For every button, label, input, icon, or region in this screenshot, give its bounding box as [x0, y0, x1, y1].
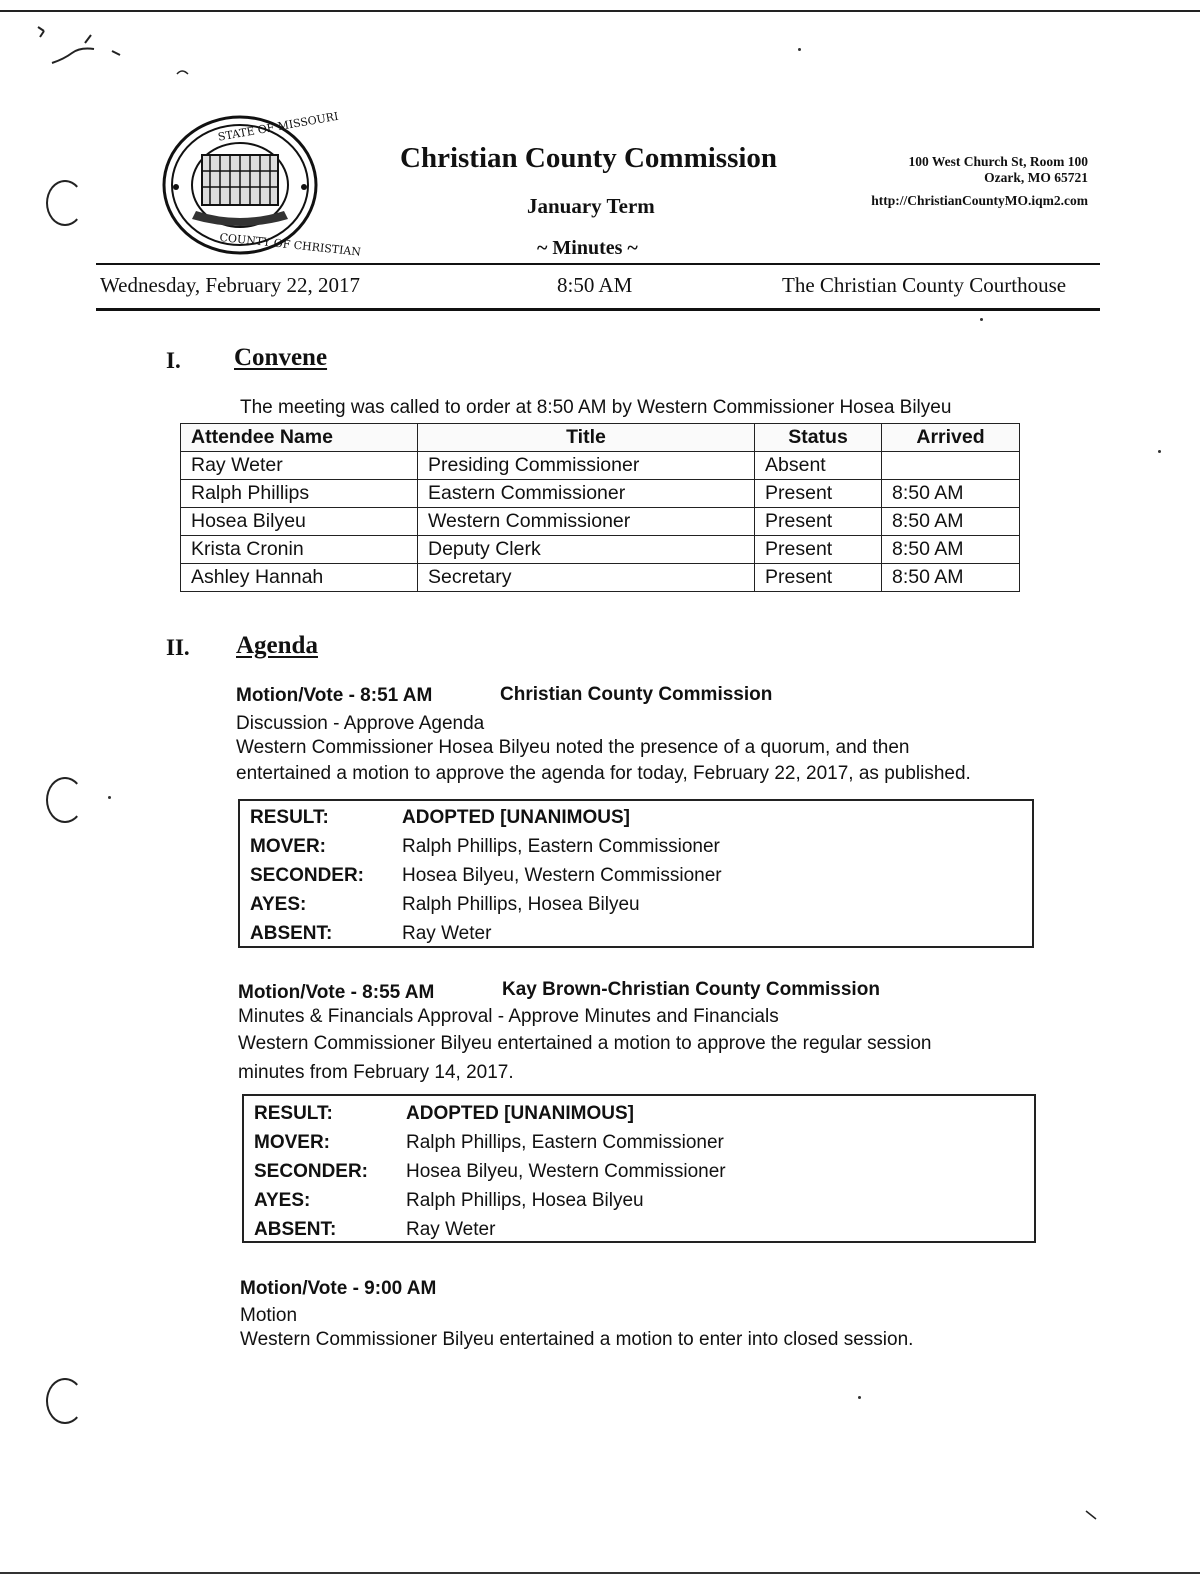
- motion-presenter: Christian County Commission: [500, 684, 773, 705]
- minutes-label: ~ Minutes ~: [537, 237, 638, 259]
- column-header: Arrived: [882, 424, 1020, 452]
- motion-text: Western Commissioner Bilyeu entertained a motion to approve the regular session: [238, 1033, 932, 1054]
- attendee-arrived: 8:50 AM: [882, 480, 1020, 508]
- meeting-location: The Christian County Courthouse: [782, 273, 1067, 297]
- table-header-row: [181, 424, 1020, 452]
- scan-speck: [798, 48, 801, 51]
- vote-result: ADOPTED [UNANIMOUS]: [406, 1103, 634, 1124]
- attendee-status: Present: [755, 536, 882, 564]
- motion-text: Western Commissioner Bilyeu entertained a motion to enter into closed session.: [240, 1329, 914, 1350]
- table-row: [181, 536, 1020, 564]
- attendee-title: Eastern Commissioner: [418, 480, 755, 508]
- motion-text: Western Commissioner Hosea Bilyeu noted the presence of a quorum, and then: [236, 737, 910, 758]
- column-header: Status: [755, 424, 882, 452]
- motion-presenter: Kay Brown-Christian County Commission: [502, 979, 880, 1000]
- table-row: [181, 452, 1020, 480]
- scan-mark: [176, 68, 190, 78]
- vote-label: SECONDER:: [254, 1161, 369, 1182]
- punch-hole: [46, 1378, 84, 1424]
- attendee-name: Krista Cronin: [181, 536, 418, 564]
- attendee-name: Ralph Phillips: [181, 480, 418, 508]
- table-row: [181, 480, 1020, 508]
- attendee-arrived: 8:50 AM: [882, 564, 1020, 592]
- attendee-status: Present: [755, 508, 882, 536]
- vote-mover: Ralph Phillips, Eastern Commissioner: [406, 1132, 724, 1153]
- column-header: Attendee Name: [181, 424, 418, 452]
- attendee-name: Hosea Bilyeu: [181, 508, 418, 536]
- punch-hole: [46, 180, 84, 226]
- vote-label: MOVER:: [254, 1132, 330, 1153]
- scan-speck: [108, 796, 111, 799]
- vote-result-box: [238, 799, 1034, 948]
- attendee-name: Ray Weter: [181, 452, 418, 480]
- vote-absent: Ray Weter: [406, 1219, 496, 1240]
- section-number: II.: [166, 635, 190, 660]
- meeting-date: Wednesday, February 22, 2017: [100, 273, 360, 297]
- motion-heading: Motion/Vote - 8:51 AM: [236, 685, 433, 706]
- attendee-arrived: 8:50 AM: [882, 508, 1020, 536]
- section-title-agenda: Agenda: [236, 632, 318, 659]
- vote-label: AYES:: [254, 1190, 311, 1211]
- motion-item: Discussion - Approve Agenda: [236, 713, 485, 734]
- scan-bottom-edge: [0, 1572, 1200, 1574]
- attendee-name: Ashley Hannah: [181, 564, 418, 592]
- motion-heading: Motion/Vote - 8:55 AM: [238, 982, 435, 1003]
- punch-hole: [46, 777, 84, 823]
- header-rule: [96, 263, 1100, 265]
- vote-label: ABSENT:: [254, 1219, 337, 1240]
- vote-ayes: Ralph Phillips, Hosea Bilyeu: [406, 1190, 644, 1211]
- vote-label: AYES:: [250, 894, 307, 915]
- motion-item: Minutes & Financials Approval - Approve Minutes and Financials: [238, 1006, 779, 1027]
- vote-mover: Ralph Phillips, Eastern Commissioner: [402, 836, 720, 857]
- vote-label: RESULT:: [254, 1103, 333, 1124]
- attendee-status: Present: [755, 480, 882, 508]
- motion-text: entertained a motion to approve the agenda for today, February 22, 2017, as published.: [236, 763, 971, 784]
- attendee-status: Present: [755, 564, 882, 592]
- scan-top-edge: [0, 10, 1200, 12]
- vote-seconder: Hosea Bilyeu, Western Commissioner: [406, 1161, 726, 1182]
- attendee-arrived: [882, 452, 1020, 480]
- meeting-time: 8:50 AM: [557, 273, 633, 297]
- attendance-table: [180, 423, 1020, 592]
- attendee-title: Deputy Clerk: [418, 536, 755, 564]
- column-header: Title: [418, 424, 755, 452]
- section-title-convene: Convene: [234, 344, 328, 371]
- scan-mark: [1084, 1508, 1100, 1522]
- convene-intro: The meeting was called to order at 8:50 AM by Western Commissioner Hosea Bilyeu: [240, 397, 952, 418]
- section-number: I.: [166, 348, 181, 373]
- attendee-status: Absent: [755, 452, 882, 480]
- vote-result: ADOPTED [UNANIMOUS]: [402, 807, 630, 828]
- attendee-arrived: 8:50 AM: [882, 536, 1020, 564]
- scan-speck: [1158, 450, 1161, 453]
- attendee-title: Presiding Commissioner: [418, 452, 755, 480]
- motion-item: Motion: [240, 1305, 298, 1326]
- scan-speck: [858, 1396, 861, 1399]
- term-label: January Term: [527, 194, 655, 218]
- svg-text:STATE OF MISSOURI: STATE OF MISSOURI: [216, 109, 340, 144]
- vote-result-box: [242, 1094, 1036, 1243]
- motion-heading: Motion/Vote - 9:00 AM: [240, 1278, 437, 1299]
- table-row: [181, 564, 1020, 592]
- header-rule: [96, 308, 1100, 311]
- vote-label: SECONDER:: [250, 865, 365, 886]
- attendee-title: Western Commissioner: [418, 508, 755, 536]
- attendee-title: Secretary: [418, 564, 755, 592]
- svg-text:COUNTY OF CHRISTIAN: COUNTY OF CHRISTIAN: [218, 230, 362, 259]
- table-row: [181, 508, 1020, 536]
- vote-seconder: Hosea Bilyeu, Western Commissioner: [402, 865, 722, 886]
- vote-absent: Ray Weter: [402, 923, 492, 944]
- motion-text: minutes from February 14, 2017.: [238, 1062, 514, 1083]
- address-block: [850, 150, 1088, 212]
- website-url: http://ChristianCountyMO.iqm2.com: [871, 193, 1088, 208]
- scan-mark: [30, 15, 140, 85]
- county-seal-logo: [160, 109, 362, 259]
- address-line: Ozark, MO 65721: [984, 170, 1088, 185]
- address-line: 100 West Church St, Room 100: [908, 154, 1088, 169]
- vote-ayes: Ralph Phillips, Hosea Bilyeu: [402, 894, 640, 915]
- vote-label: MOVER:: [250, 836, 326, 857]
- vote-label: RESULT:: [250, 807, 329, 828]
- org-title: Christian County Commission: [400, 142, 778, 174]
- vote-label: ABSENT:: [250, 923, 333, 944]
- scan-speck: [980, 318, 983, 321]
